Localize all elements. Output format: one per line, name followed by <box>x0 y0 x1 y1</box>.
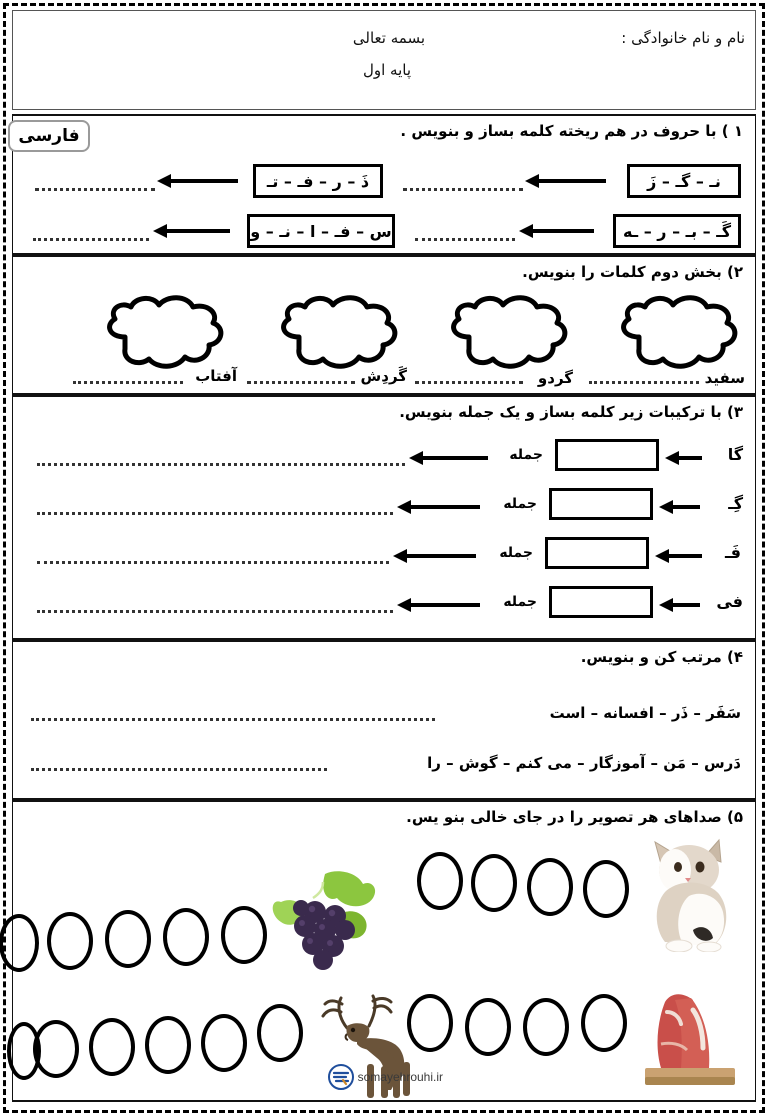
sound-circle[interactable] <box>7 1022 41 1080</box>
arrow-left-icon <box>659 500 709 514</box>
grapes-image <box>267 868 383 978</box>
answer-line[interactable] <box>37 512 393 515</box>
student-name-label: نام و نام خانوادگی : <box>621 29 745 47</box>
combo-label: گا <box>727 445 743 464</box>
arrow-left-icon <box>655 549 711 563</box>
cloud-shape <box>439 293 575 373</box>
exercise-4 <box>12 640 756 800</box>
word-label: آفتاب <box>195 367 237 385</box>
sound-circle[interactable] <box>581 994 627 1052</box>
arrow-left-icon <box>393 549 485 563</box>
exercise-3 <box>12 395 756 640</box>
exercise-5-title: ۵) صداهای هر تصویر را در جای خالی بنو یس. <box>406 808 743 826</box>
sound-circle[interactable] <box>163 908 209 966</box>
arrow-left-icon <box>519 224 603 238</box>
arrow-left-icon <box>659 598 709 612</box>
combo-label: فی <box>716 592 743 611</box>
answer-line[interactable] <box>33 238 149 241</box>
sentence-label: جمله <box>503 594 537 610</box>
answer-line[interactable] <box>415 381 523 384</box>
subject-badge: فارسی <box>8 120 90 152</box>
meat-image <box>631 982 747 1094</box>
sound-circle[interactable] <box>47 912 93 970</box>
arrow-left-icon <box>397 500 489 514</box>
scrambled-sentence: دَرس – مَن – آموزگار – می کنم – گوش – را <box>427 754 741 772</box>
watermark-text: somayehrouhi.ir <box>357 1070 443 1084</box>
cloud-shape <box>609 293 745 373</box>
answer-line[interactable] <box>247 381 355 384</box>
site-logo-icon <box>328 1064 354 1090</box>
sound-circle[interactable] <box>89 1018 135 1076</box>
arrow-left-icon <box>525 174 615 188</box>
sentence-label: جمله <box>503 496 537 512</box>
exercise-3-title: ۳) با ترکیبات زیر کلمه بساز و یک جمله بنویس. <box>399 403 743 421</box>
sound-circle[interactable] <box>257 1004 303 1062</box>
word-answer-box[interactable] <box>555 439 659 471</box>
combo-label: فَـ <box>725 543 741 562</box>
arrow-left-icon <box>409 451 497 465</box>
word-answer-box[interactable] <box>549 488 653 520</box>
letter-box: ذَ – ر – فـ – تـ <box>253 164 383 198</box>
answer-line[interactable] <box>415 238 515 241</box>
answer-line[interactable] <box>35 188 155 191</box>
sound-circle[interactable] <box>523 998 569 1056</box>
exercise-5 <box>12 800 756 1102</box>
sentence-label: جمله <box>509 447 543 463</box>
word-answer-box[interactable] <box>545 537 649 569</box>
sound-circle[interactable] <box>201 1014 247 1072</box>
scrambled-sentence: سَفَر – ذَر – افسانه – است <box>549 704 741 722</box>
answer-line[interactable] <box>589 381 699 384</box>
watermark <box>328 1064 443 1090</box>
exercise-4-title: ۴) مرتب کن و بنویس. <box>580 648 743 666</box>
answer-line[interactable] <box>403 188 523 191</box>
sound-circle[interactable] <box>583 860 629 918</box>
answer-line[interactable] <box>31 768 327 771</box>
cloud-shape <box>95 293 231 373</box>
sound-circle[interactable] <box>0 914 39 972</box>
answer-line[interactable] <box>73 381 183 384</box>
answer-line[interactable] <box>37 463 405 466</box>
word-label: گردو <box>537 369 573 387</box>
arrow-left-icon <box>157 174 247 188</box>
sound-circle[interactable] <box>417 852 463 910</box>
letter-box: س – فـ – ا – نـ – و <box>247 214 395 248</box>
exercise-1 <box>12 114 756 255</box>
arrow-left-icon <box>665 451 711 465</box>
letter-box: نـ – گـ – زَ <box>627 164 741 198</box>
word-label: گَردِش <box>360 367 407 385</box>
arrow-left-icon <box>397 598 489 612</box>
sound-circle[interactable] <box>145 1016 191 1074</box>
word-answer-box[interactable] <box>549 586 653 618</box>
sentence-label: جمله <box>499 545 533 561</box>
answer-line[interactable] <box>37 610 393 613</box>
word-label: سفید <box>704 369 745 387</box>
header-box <box>12 10 756 110</box>
letter-box: گَـ – بـ – ر – ـه <box>613 214 741 248</box>
answer-line[interactable] <box>31 718 435 721</box>
sound-circle[interactable] <box>221 906 267 964</box>
exercise-2 <box>12 255 756 395</box>
sound-circle[interactable] <box>527 858 573 916</box>
cat-image <box>635 834 745 952</box>
sound-circle[interactable] <box>105 910 151 968</box>
combo-label: گِـ <box>728 494 743 513</box>
worksheet-body <box>12 10 756 1102</box>
cloud-shape <box>269 293 405 373</box>
basmale-text: بسمه تعالی <box>352 29 425 47</box>
arrow-left-icon <box>153 224 239 238</box>
sound-circle[interactable] <box>471 854 517 912</box>
exercise-2-title: ۲) بخش دوم کلمات را بنویس. <box>522 263 743 281</box>
grade-label: پایه اول <box>362 61 411 79</box>
exercise-1-title: ۱ ) با حروف در هم ریخته کلمه بساز و بنویس . <box>400 122 743 140</box>
answer-line[interactable] <box>37 561 389 564</box>
sound-circle[interactable] <box>465 998 511 1056</box>
